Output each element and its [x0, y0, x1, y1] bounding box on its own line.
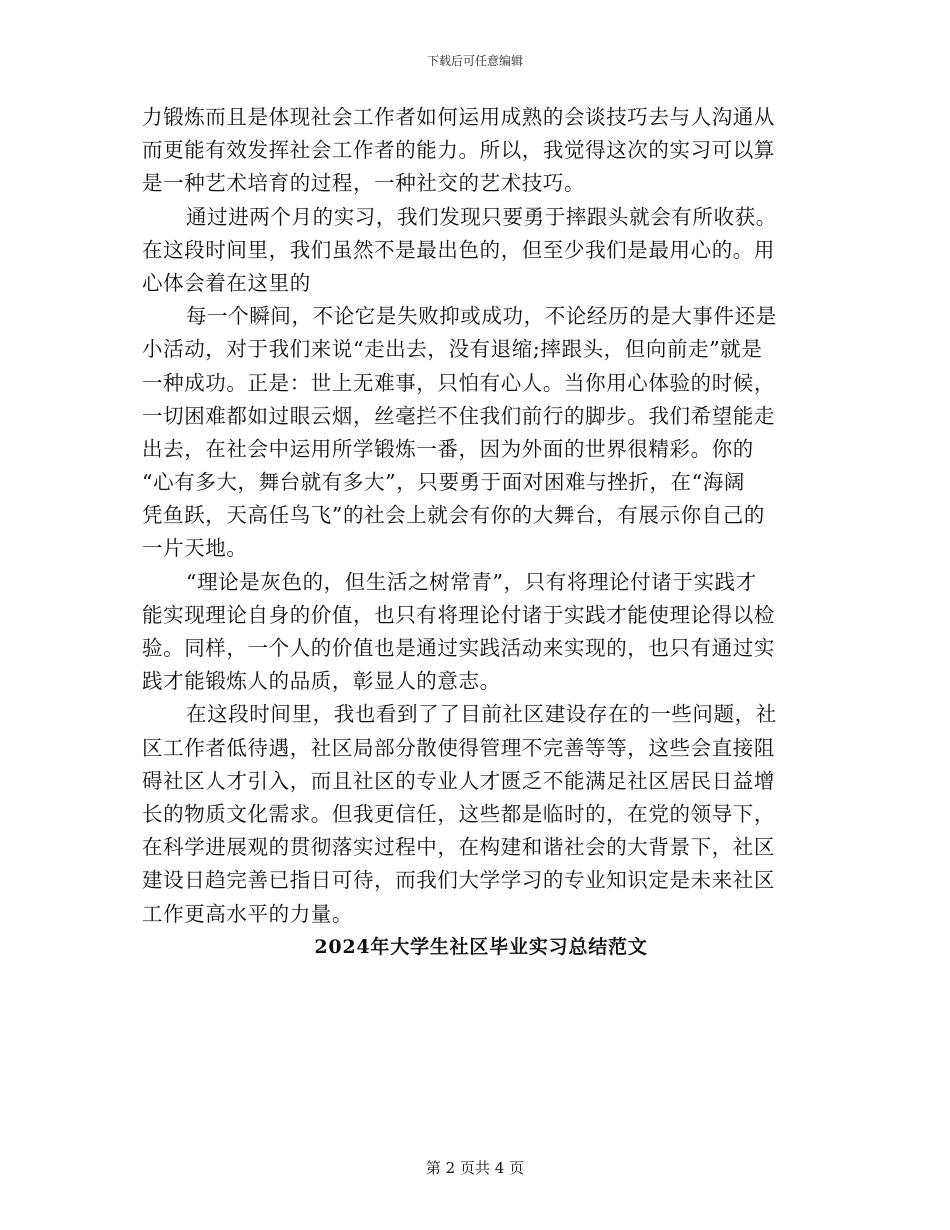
page-footer: 第 2 页共 4 页 — [425, 1159, 525, 1177]
body-line: 工作更高水平的力量。 — [142, 901, 353, 926]
body-line: 出去，在社会中运用所学锻炼一番，因为外面的世界很精彩。你的 — [142, 436, 754, 461]
body-line: 区工作者低待遇，社区局部分散使得管理不完善等等，这些会直接阻 — [142, 735, 775, 760]
body-line: “理论是灰色的，但生活之树常青”，只有将理论付诸于实践才 — [186, 569, 757, 594]
body-line: 一片天地。 — [142, 536, 248, 561]
body-line: 通过进两个月的实习，我们发现只要勇于摔跟头就会有所收获。 — [186, 204, 777, 229]
body-line: 能实现理论自身的价值，也只有将理论付诸于实践才能使理论得以检 — [142, 602, 775, 627]
body-line: “心有多大，舞台就有多大”，只要勇于面对困难与挫折，在“海阔 — [142, 470, 745, 495]
body-line: 在这段时间里，我也看到了了目前社区建设存在的一些问题，社 — [186, 702, 777, 727]
body-line: 碍社区人才引入，而且社区的专业人才匮乏不能满足社区居民日益增 — [142, 768, 775, 793]
body-line: 每一个瞬间，不论它是失败抑或成功，不论经历的是大事件还是 — [186, 304, 777, 329]
document-body — [142, 101, 808, 964]
body-line: 在这段时间里，我们虽然不是最出色的，但至少我们是最用心的。用 — [142, 237, 775, 262]
body-line: 一切困难都如过眼云烟，丝毫拦不住我们前行的脚步。我们希望能走 — [142, 403, 775, 428]
body-line: 力锻炼而且是体现社会工作者如何运用成熟的会谈技巧去与人沟通从 — [142, 105, 775, 129]
section-title: 2024年大学生社区毕业实习总结范文 — [314, 935, 648, 958]
body-line: 验。同样，一个人的价值也是通过实践活动来实现的，也只有通过实 — [142, 636, 775, 660]
body-line: 建设日趋完善已指日可待，而我们大学学习的专业知识定是未来社区 — [142, 868, 775, 893]
body-line: 而更能有效发挥社会工作者的能力。所以，我觉得这次的实习可以算 — [142, 138, 775, 163]
body-line: 凭鱼跃，天高任鸟飞”的社会上就会有你的大舞台，有展示你自己的 — [142, 503, 765, 528]
body-line: 践才能锻炼人的品质，彰显人的意志。 — [142, 669, 501, 694]
page-header: 下载后可任意编辑 — [426, 54, 523, 68]
body-line: 长的物质文化需求。但我更信任，这些都是临时的，在党的领导下， — [142, 801, 775, 826]
body-line: 小活动，对于我们来说“走出去，没有退缩;摔跟头，但向前走”就是 — [142, 337, 763, 362]
body-line: 一种成功。正是：世上无难事，只怕有心人。当你用心体验的时候， — [142, 370, 775, 395]
body-line: 是一种艺术培育的过程，一种社交的艺术技巧。 — [142, 171, 586, 196]
body-line: 心体会着在这里的 — [142, 270, 311, 295]
body-line: 在科学进展观的贯彻落实过程中，在构建和谐社会的大背景下，社区 — [142, 835, 775, 860]
